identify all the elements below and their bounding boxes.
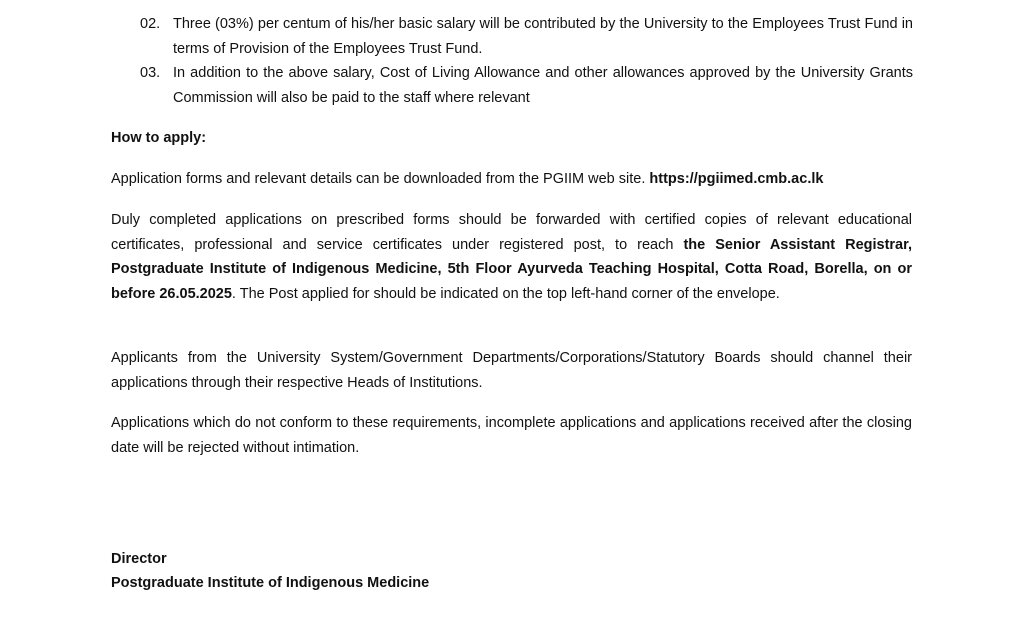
list-item-text: Three (03%) per centum of his/her basic salary will be contributed by the University to the Employees Trust Fund in terms of Provision of the Employees Trust Fund. xyxy=(173,16,913,57)
list-item xyxy=(140,61,913,110)
forward-text-outro: . The Post applied for should be indicated on the top left-hand corner of the envelope. xyxy=(231,285,780,302)
forward-paragraph xyxy=(111,208,912,306)
website-link[interactable]: https://pgiimed.cmb.ac.lk xyxy=(649,171,824,187)
forward-address: the Senior Assistant Registrar, Postgraduate Institute of Indigenous Medicine, 5th Floor Ayurveda Teaching Hospital, Cotta Road, Borella, on or before 26.05.2025 xyxy=(111,236,912,302)
list-item-text: In addition to the above salary, Cost of Living Allowance and other allowances approved by the University Grants Commission will also be paid to the staff where relevant xyxy=(173,65,913,106)
download-paragraph xyxy=(111,167,912,192)
signature-title: Director xyxy=(111,551,167,567)
salary-notes-list xyxy=(140,12,913,110)
list-item xyxy=(140,12,913,61)
channel-paragraph: Applicants from the University System/Government Departments/Corporations/Statutory Boards should channel their applications through their respective Heads of Institutions. xyxy=(111,350,912,391)
how-to-apply-heading: How to apply: xyxy=(111,130,207,146)
rejection-paragraph: Applications which do not conform to these requirements, incomplete applications and applications received after the closing date will be rejected without intimation. xyxy=(111,415,912,456)
list-item-number: 03. xyxy=(140,65,161,81)
list-item-number: 02. xyxy=(140,16,161,32)
signature-organization: Postgraduate Institute of Indigenous Medicine xyxy=(111,575,430,591)
download-text: Application forms and relevant details can be downloaded from the PGIIM web site. xyxy=(111,171,650,187)
forward-text-intro: Duly completed applications on prescribed forms should be forwarded with certified copies of relevant educational certificates, professional and service certificates under registered post, to reach xyxy=(111,212,912,253)
